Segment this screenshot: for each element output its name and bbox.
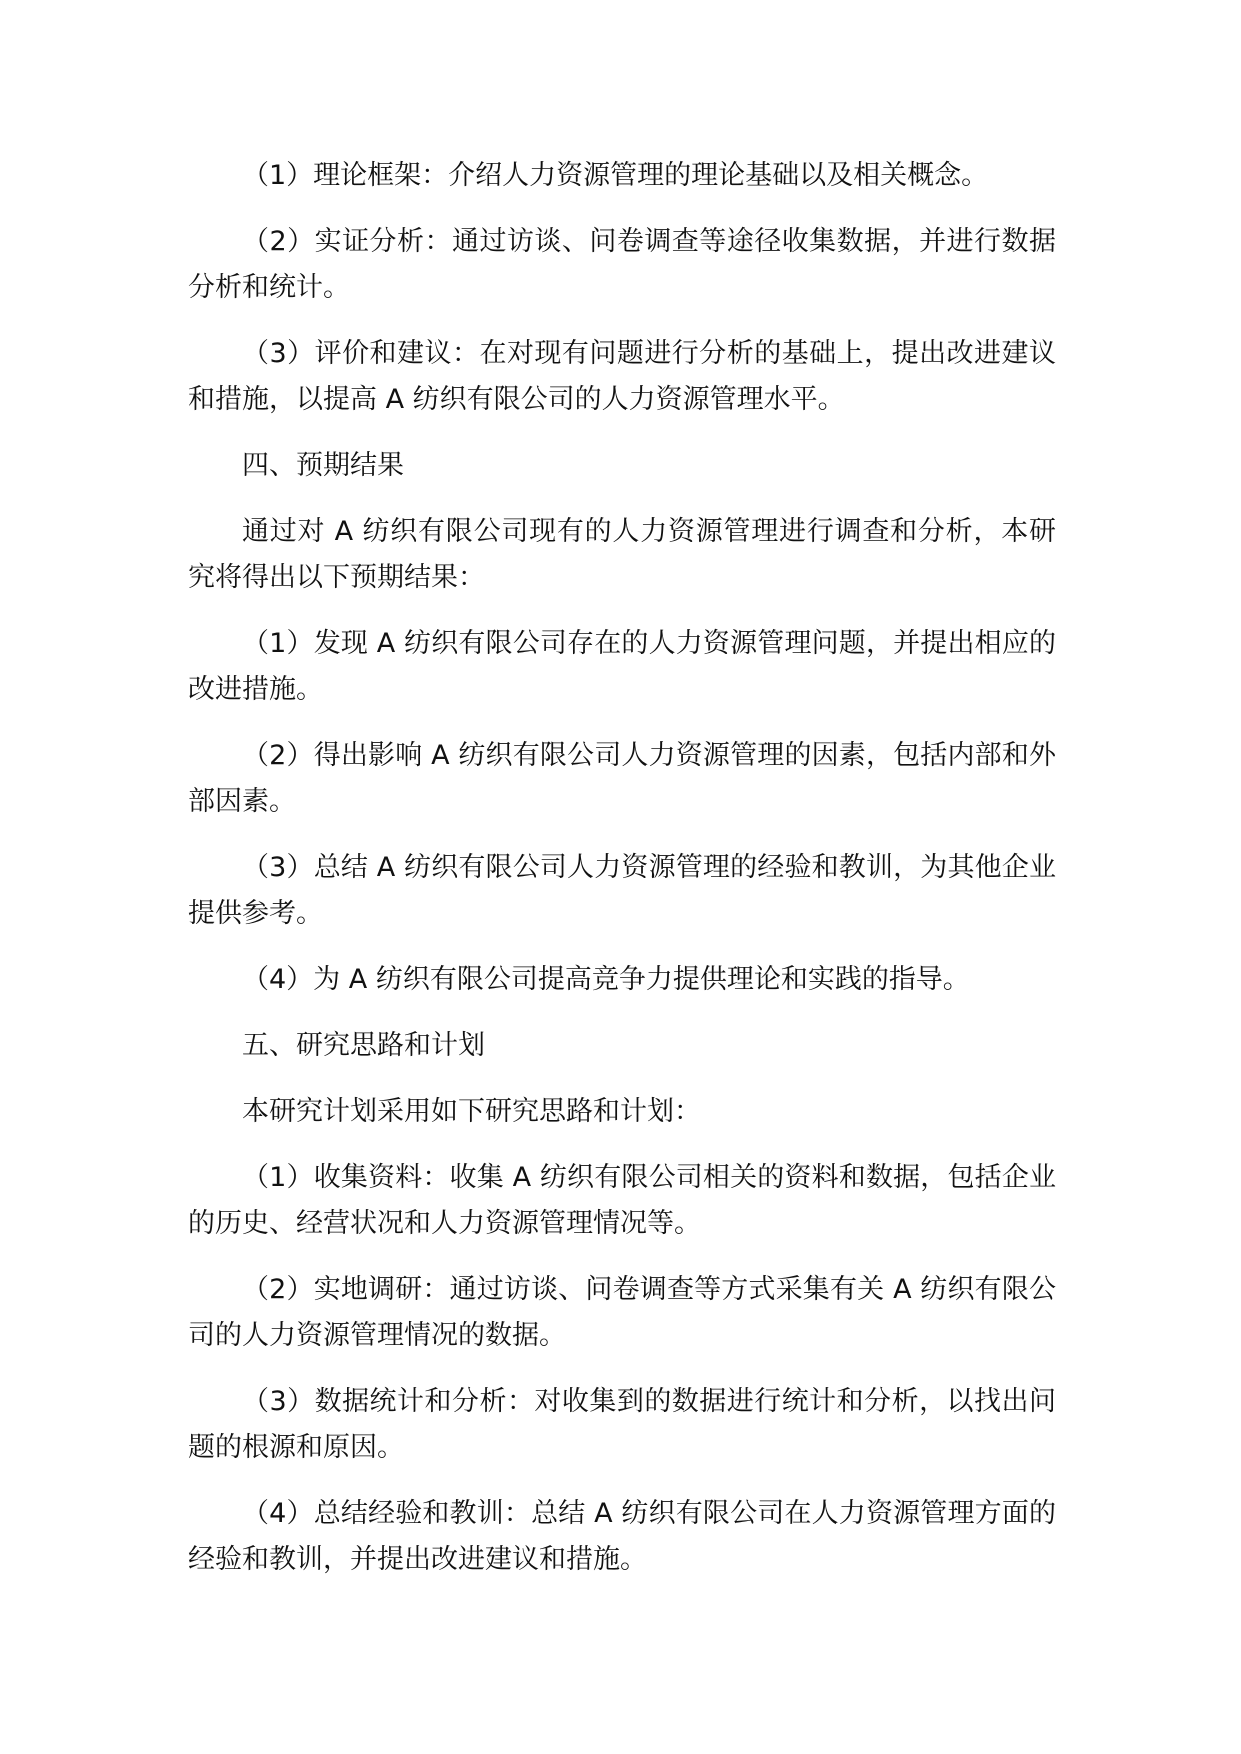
paragraph-research-plan-intro: 本研究计划采用如下研究思路和计划： — [242, 1096, 701, 1127]
paragraph-theory-framework: （1）理论框架：介绍人力资源管理的理论基础以及相关概念。 — [242, 160, 989, 191]
list-item-plan-step-4: （4）总结经验和教训：总结 A 纺织有限公司在人力资源管理方面的经验和教训，并提出改进建议和措施。 — [188, 1498, 1056, 1575]
list-item-expected-result-1: （1）发现 A 纺织有限公司存在的人力资源管理问题，并提出相应的改进措施。 — [188, 628, 1056, 705]
section-heading-expected-results: 四、预期结果 — [242, 450, 404, 481]
list-item-expected-result-4: （4）为 A 纺织有限公司提高竞争力提供理论和实践的指导。 — [242, 964, 970, 995]
document-body — [188, 153, 1056, 1603]
paragraph-evaluation-suggestions: （3）评价和建议：在对现有问题进行分析的基础上，提出改进建议和措施，以提高 A 纺织有限公司的人力资源管理水平。 — [188, 338, 1056, 415]
list-item-plan-step-3: （3）数据统计和分析：对收集到的数据进行统计和分析，以找出问题的根源和原因。 — [188, 1386, 1056, 1463]
list-item-plan-step-2: （2）实地调研：通过访谈、问卷调查等方式采集有关 A 纺织有限公司的人力资源管理情况的数据。 — [188, 1274, 1056, 1351]
list-item-expected-result-2: （2）得出影响 A 纺织有限公司人力资源管理的因素，包括内部和外部因素。 — [188, 740, 1056, 817]
list-item-expected-result-3: （3）总结 A 纺织有限公司人力资源管理的经验和教训，为其他企业提供参考。 — [188, 852, 1056, 929]
section-heading-research-plan: 五、研究思路和计划 — [242, 1030, 485, 1061]
paragraph-empirical-analysis: （2）实证分析：通过访谈、问卷调查等途径收集数据，并进行数据分析和统计。 — [188, 226, 1056, 303]
list-item-plan-step-1: （1）收集资料：收集 A 纺织有限公司相关的资料和数据，包括企业的历史、经营状况和人力资源管理情况等。 — [188, 1162, 1056, 1239]
paragraph-expected-results-intro: 通过对 A 纺织有限公司现有的人力资源管理进行调查和分析，本研究将得出以下预期结果： — [188, 516, 1056, 593]
